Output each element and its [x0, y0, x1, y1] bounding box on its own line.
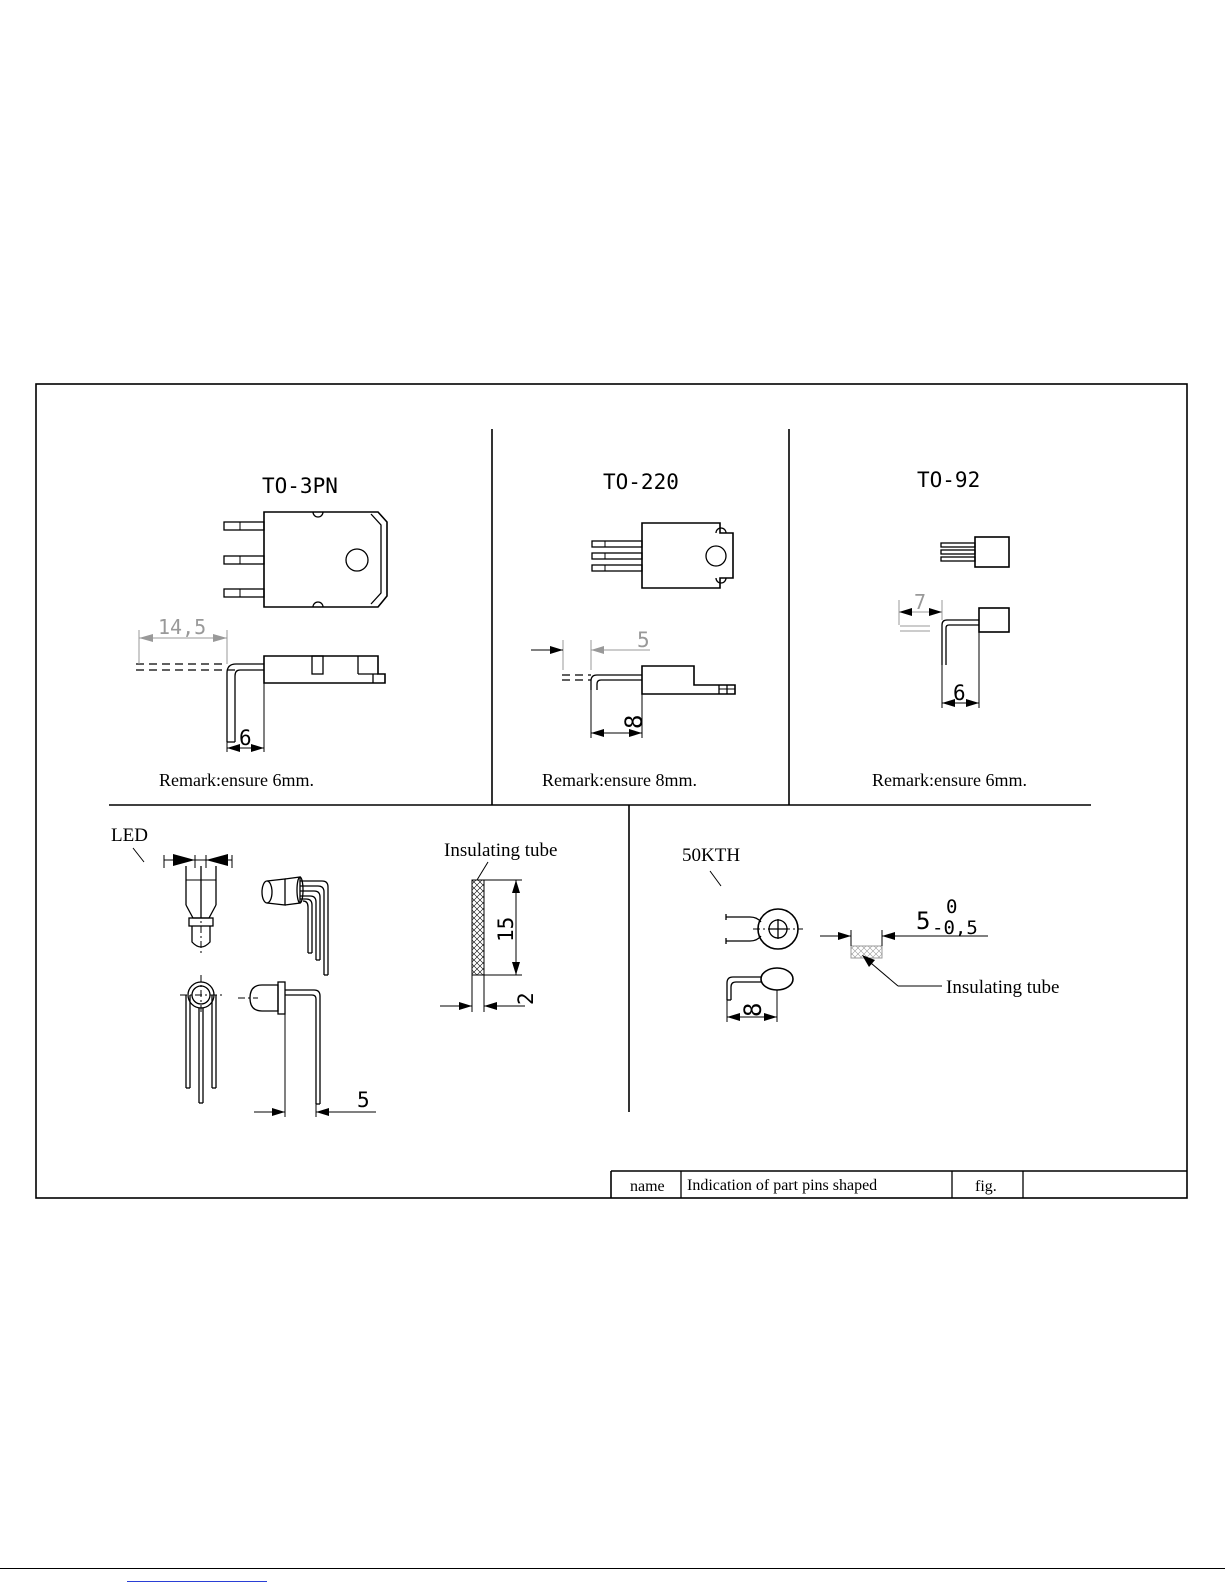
title-block: [611, 1171, 1187, 1198]
title-block-name-label: name: [630, 1178, 665, 1195]
thermistor-section: [682, 845, 1059, 1022]
led-label: LED: [111, 825, 148, 846]
to3pn-remark: Remark:ensure 6mm.: [159, 770, 314, 790]
led-bottom-view: [180, 975, 222, 1103]
led-insulating-tube: [440, 840, 557, 1012]
title-block-fig-label: fig.: [975, 1178, 997, 1195]
thermistor-top-view: [726, 909, 803, 949]
led-section: [111, 825, 557, 1117]
thermistor-dim-bend-label: 8: [739, 1002, 767, 1017]
to92-dim-bottom: [942, 632, 979, 708]
to220-dim-bottom-label: 8: [620, 714, 648, 729]
to3pn-section: [136, 474, 387, 790]
drawing-border: [36, 384, 1187, 1198]
to220-dim-top-label: 5: [637, 628, 650, 652]
thermistor-label: 50KTH: [682, 845, 741, 866]
thermistor-dim-main: [820, 896, 988, 958]
thermistor-tube-label: Insulating tube: [946, 977, 1060, 998]
title-block-name-value: Indication of part pins shaped: [687, 1177, 878, 1194]
to92-top-view: [941, 537, 1009, 567]
to92-dim-bottom-label: 6: [953, 681, 966, 705]
to220-dim-bottom: [591, 690, 648, 738]
to3pn-title: TO-3PN: [262, 474, 338, 498]
led-dim-tube-length-label: 15: [494, 916, 518, 942]
led-dim-tube-width-label: 2: [514, 992, 538, 1005]
to3pn-dim-top-label: 14,5: [158, 615, 207, 639]
to92-dim-top: [899, 590, 942, 631]
to3pn-top-view: [224, 512, 387, 607]
thermistor-dim-bend: [727, 990, 777, 1022]
led-dim-pitch: [164, 854, 232, 868]
led-side-view: [238, 982, 320, 1104]
to3pn-dim-top: [139, 615, 227, 664]
to92-remark: Remark:ensure 6mm.: [872, 770, 1027, 790]
thermistor-side-view: [727, 968, 793, 1000]
thermistor-dim-main-label: 5: [916, 907, 931, 935]
page-footer-rule: [0, 1568, 1225, 1569]
to92-side-view: [942, 608, 1009, 665]
to220-title: TO-220: [603, 470, 679, 494]
led-tube-label: Insulating tube: [444, 840, 558, 861]
to220-remark: Remark:ensure 8mm.: [542, 770, 697, 790]
page-footer-link[interactable]: [127, 1581, 267, 1582]
thermistor-tube-callout: [862, 955, 1059, 998]
thermistor-tol-upper: 0: [946, 896, 958, 918]
led-iso-view: [262, 877, 328, 975]
thermistor-tol-lower: -0,5: [932, 917, 978, 939]
led-dim-bend-label: 5: [357, 1088, 370, 1112]
to3pn-side-view: [136, 656, 385, 742]
led-front-view: [186, 866, 216, 955]
to92-dim-top-label: 7: [914, 590, 927, 614]
to220-section: [531, 470, 735, 790]
led-dim-bend: [254, 1014, 376, 1117]
to220-top-view: [592, 523, 733, 588]
to220-dim-top: [531, 628, 650, 670]
to92-section: [872, 468, 1027, 790]
to92-title: TO-92: [917, 468, 981, 492]
to3pn-dim-bottom-label: 6: [239, 726, 252, 750]
to220-side-view: [562, 666, 735, 694]
